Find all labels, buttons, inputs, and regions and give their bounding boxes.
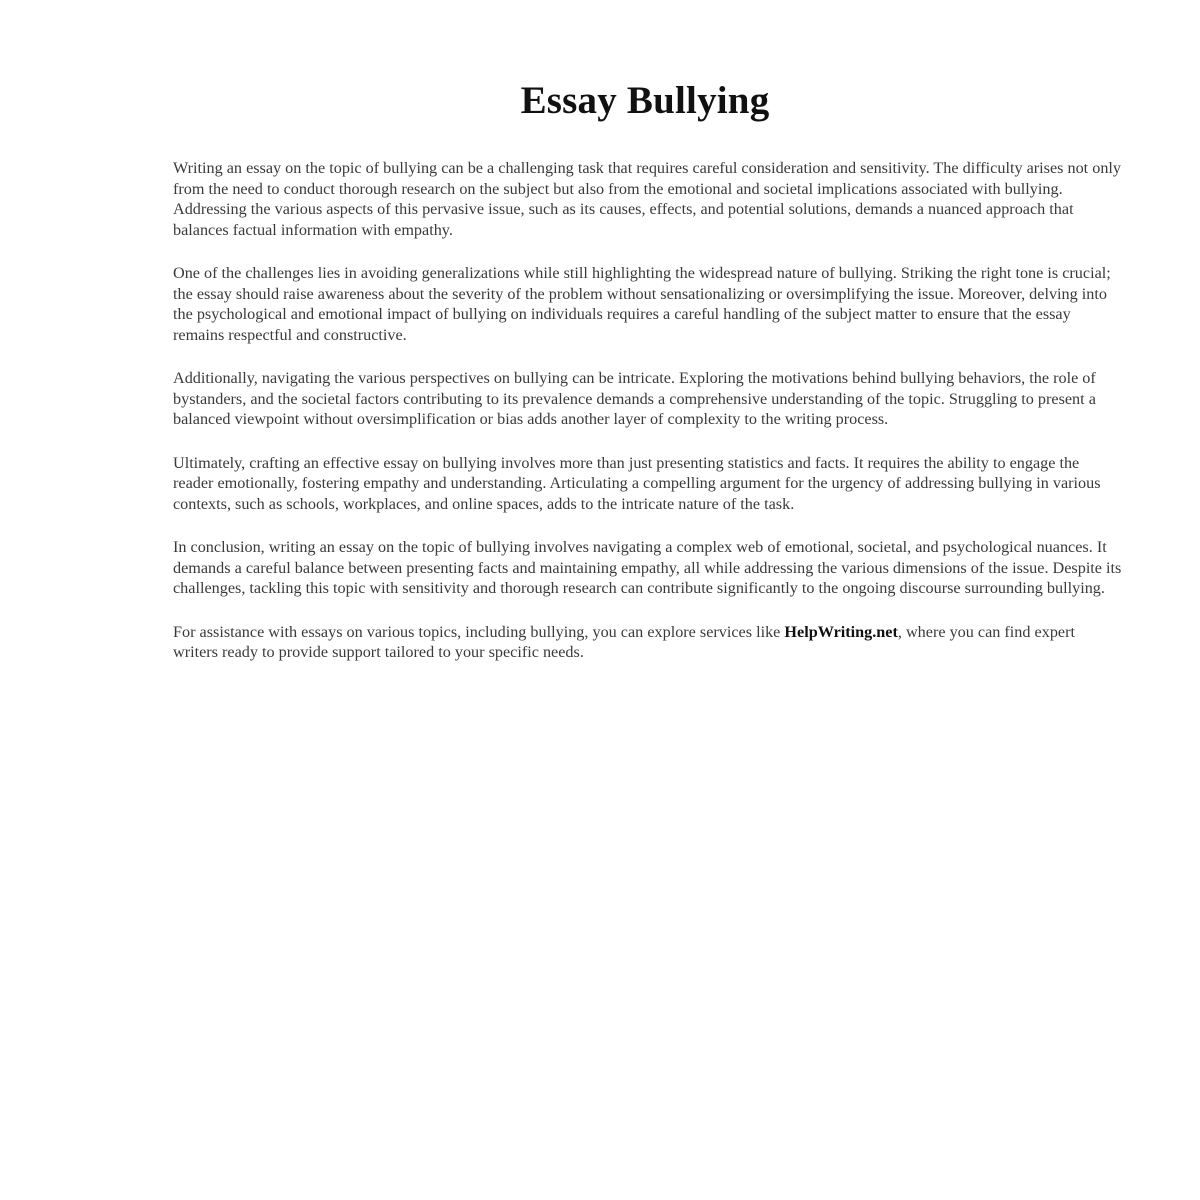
paragraph-2: One of the challenges lies in avoiding generalizations while still highlighting the widespread nature of bullying. Striking the right tone is crucial; the essay should raise awareness about the severity of the problem without sensationalizing or oversimplifying the issue. Moreover, delving into the psychological and emotional impact of bullying on individuals requires a careful handling of the subject matter to ensure that the essay remains respectful and constructive. (173, 264, 1111, 344)
paragraph-5: In conclusion, writing an essay on the topic of bullying involves navigating a complex web of emotional, societal, and psychological nuances. It demands a careful balance between presenting facts and maintaining empathy, all while addressing the various dimensions of the issue. Despite its challenges, tackling this topic with sensitivity and thorough research can contribute significantly to the ongoing discourse surrounding bullying. (173, 538, 1122, 597)
paragraph-1: Writing an essay on the topic of bullying can be a challenging task that requires careful consideration and sensitivity. The difficulty arises not only from the need to conduct thorough research on the subject but also from the emotional and societal implications associated with bullying. Addressing the various aspects of this pervasive issue, such as its causes, effects, and potential solutions, demands a nuanced approach that balances factual information with empathy. (173, 159, 1122, 239)
paragraph-6 (173, 622, 1123, 663)
paragraph-6-intro: For assistance with essays on various topics, including bullying, you can explore services like (173, 622, 785, 641)
essay-title: Essay Bullying (520, 79, 770, 122)
paragraph-3: Additionally, navigating the various perspectives on bullying can be intricate. Exploring the motivations behind bullying behaviors, the role of bystanders, and the societal factors contributing to its prevalence demands a comprehensive understanding of the topic. Struggling to present a balanced viewpoint without oversimplification or bias adds another layer of complexity to the writing process. (173, 369, 1096, 428)
paragraph-6-outro: , where you can find expert writers ready to provide support tailored to your specific needs. (173, 622, 1075, 661)
helpwriting-link[interactable]: HelpWriting.net (784, 622, 898, 641)
paragraph-4: Ultimately, crafting an effective essay on bullying involves more than just presenting statistics and facts. It requires the ability to engage the reader emotionally, fostering empathy and understanding. Articulating a compelling argument for the urgency of addressing bullying in various contexts, such as schools, workplaces, and online spaces, adds to the intricate nature of the task. (173, 453, 1101, 513)
essay-body (173, 158, 1123, 686)
